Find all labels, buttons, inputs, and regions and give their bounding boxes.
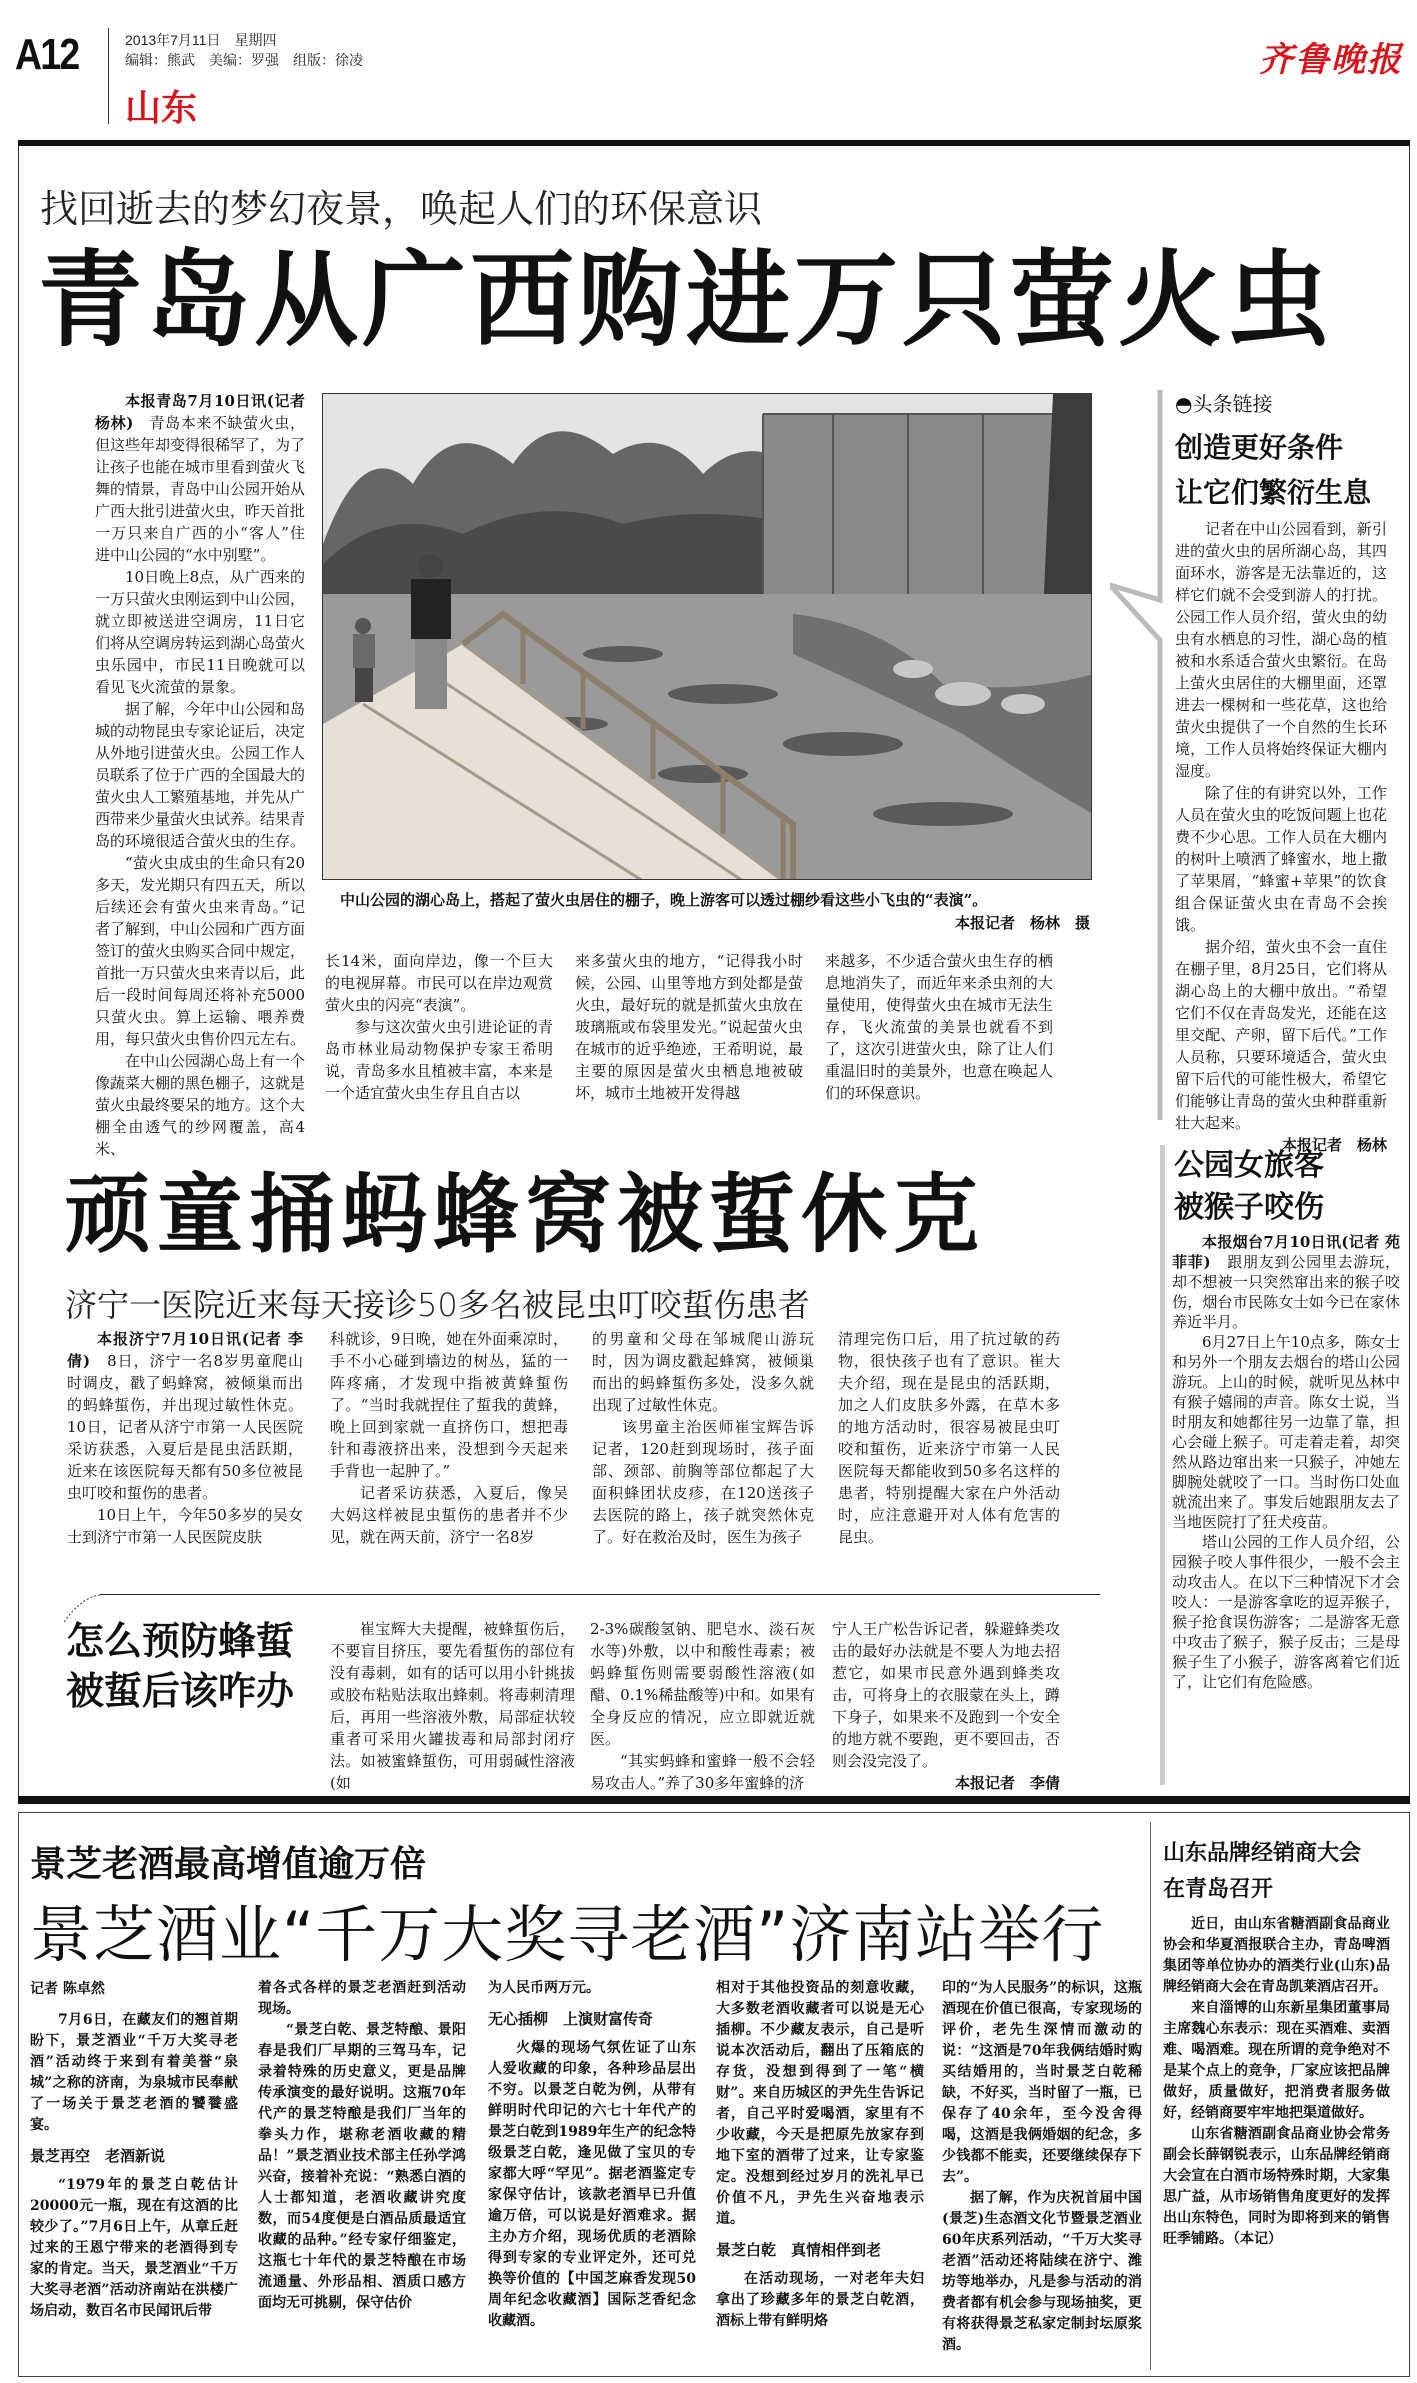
article3-title-line: 公园女旅客	[1174, 1148, 1324, 1183]
paragraph	[1172, 1332, 1400, 1532]
paragraph-text: 清理完伤口后，用了抗过敏的药物，很快孩子也有了意识。崔大夫介绍，现在是昆虫的活跃期，加之人们皮肤多外露，在草木多的地方活动时，很容易被昆虫叮咬和蜇伤，近来济宁市第一人民医院每天都能收到50多名这样的患者，特别提醒大家在户外活动时，应注意避开对人体有危害的昆虫。	[838, 1330, 1060, 1546]
firefly-park-photo	[322, 393, 1092, 880]
paragraph	[825, 950, 1053, 1104]
paragraph-text: 相对于其他投资品的刻意收藏，大多数老酒收藏者可以说是无心插柳。不少藏友表示，自己是听说本次活动后，翻出了压箱底的存货，没想到得到了一笔“横财”。来自历城区的尹先生告诉记者，自己平时爱喝酒，家里有不少收藏，今天是把原先放家存到地下室的酒带了过来，让专家鉴定。没想到经过岁月的洗礼早已价值不凡，尹先生兴奋地表示道。	[716, 1980, 924, 2227]
article3-title	[1174, 1145, 1324, 1229]
paragraph-text: 着各式各样的景芝老酒赶到活动现场。	[258, 1980, 466, 2017]
paragraph-text: 据介绍，萤火虫不会一直住在棚子里，8月25日，它们将从湖心岛上的大棚中放出。“希望它们不仅在青岛发光，还能在这里交配、产卵，留下后代。”工作人员称，只要环境适合，萤火虫留下后代的可能性极大，希望它们能够让青岛的萤火虫种群重新壮大起来。	[1175, 938, 1387, 1132]
article3-body	[1172, 1232, 1400, 1692]
paragraph-text: 据了解，今年中山公园和岛城的动物昆虫专家论证后，决定从外地引进萤火虫。公园工作人员联系了位于广西的全国最大的萤火虫人工繁殖基地，并先从广西带来少量萤火虫试养。结果青岛的环境很适合萤火虫的生存。	[95, 700, 306, 850]
paragraph	[330, 1618, 575, 1794]
paragraph	[716, 1978, 924, 2230]
paragraph	[30, 2010, 238, 2136]
paragraph	[942, 1978, 1142, 2188]
ad-column-4	[716, 1978, 924, 2332]
paragraph	[716, 2269, 924, 2332]
paragraph-text: “1979年的景芝白乾估计20000元一瓶，现在有这酒的比较少了。”7月6日上午，从章丘赶过来的王恩宁带来的老酒得到专家的肯定。当天，景芝酒业“千万大奖寻老酒”活动济南站在洪楼广场启动，数百名市民闻讯后带	[30, 2177, 238, 2319]
tips-title	[66, 1616, 294, 1716]
article1-headline: 青岛从广西购进万只萤火虫	[38, 239, 1335, 361]
ad-sidebar-title: 在青岛召开	[1163, 1877, 1274, 1902]
paragraph-text: 的男童和父母在邹城爬山游玩时，因为调皮戳起蜂窝，被倾巢而出的蚂蜂蜇伤多处，没多久就出现了过敏性休克。	[592, 1330, 814, 1414]
paragraph-text: “景芝白乾、景芝特酿、景阳春是我们厂早期的三驾马车，记录着特殊的历史意义，更是品牌传承演变的最好说明。这瓶70年代产的景芝特酿是我们厂当年的拳头力作，堪称老酒收藏的精品！”景芝酒业技术部主任孙学鸿兴奋，接着补充说：“熟悉白酒的人士都知道，老酒收藏讲究度数，而54度便是白酒品质最适宜收藏的品种。”经专家仔细鉴定，这瓶七十年代的景芝特酿在市场流通量、外形品相、酒质口感方面均无可挑剔，保守估价	[258, 2022, 466, 2311]
section-name: 山东	[125, 87, 198, 128]
paragraph-text: 参与这次萤火虫引进论证的青岛市林业局动物保护专家王希明说，青岛多水且植被丰富，本来是一个适宜萤火虫生存且自古以	[325, 1018, 553, 1102]
headline-link-tag	[1175, 388, 1272, 417]
paragraph	[325, 950, 553, 1016]
paragraph-text: 在活动现场，一对老年夫妇拿出了珍藏多年的景芝白乾酒，酒标上带有鲜明烙	[716, 2271, 924, 2329]
paragraph-text: 记者采访获悉，入夏后，像吴大妈这样被昆虫蜇伤的患者并不少见，就在两天前，济宁一名8岁	[330, 1484, 568, 1546]
paragraph	[95, 852, 305, 1050]
paragraph-text: 来自淄博的山东新星集团董事局主席魏心东表示：现在买酒难、卖酒难、喝酒难。现在所谓的竞争绝对不是某个点上的竞争，厂家应该把品牌做好，质量做好，把消费者服务做好，经销商要牢牢地把渠道做好。	[1163, 2000, 1390, 2121]
paragraph	[30, 2146, 238, 2167]
paragraph	[95, 1050, 305, 1160]
half-circle-icon: ◓	[1175, 392, 1193, 416]
paragraph	[590, 1618, 815, 1750]
tips-divider	[100, 1594, 1100, 1595]
dateline: 本报烟台7月10日讯(记者 苑菲菲)	[1172, 1233, 1400, 1271]
paragraph-text: 10日上午，今年50多岁的吴女士到济宁市第一人民医院皮肤	[67, 1506, 303, 1546]
paragraph	[1175, 782, 1387, 936]
paragraph-text: 除了住的有讲究以外，工作人员在萤火虫的吃饭问题上也花费不少心思。工作人员在大棚内的树叶上喷洒了蜂蜜水，地上撒了苹果屑，“蜂蜜+苹果”的饮食组合保证萤火虫在青岛不会挨饿。	[1175, 784, 1387, 934]
dateline: 本报济宁7月10日讯(记者 李倩)	[67, 1330, 303, 1370]
sidebar-body	[1175, 518, 1387, 1156]
paragraph	[330, 1482, 568, 1548]
paragraph-text: 为人民币两万元。	[488, 1980, 600, 1996]
ad-column-3	[488, 1978, 696, 2332]
page-number: A12	[15, 30, 79, 79]
paragraph-text: 崔宝辉大夫提醒，被蜂蜇伤后，不要盲目挤压，要先看蜇伤的部位有没有毒刺，如有的话可以用小针挑拔或胶布粘贴法取出蜂刺。将毒刺清理后，再用一些溶液外敷，局部症状较重者可采用火罐拔毒和局部封闭疗法。如被蜜蜂蜇伤，可用弱碱性溶液(如	[330, 1620, 575, 1792]
paragraph-text: 近日，由山东省糖酒副食品商业协会和华夏酒报联合主办，青岛啤酒集团等单位协办的酒类行业(山东)品牌经销商大会在青岛凯莱酒店召开。	[1163, 1916, 1390, 1995]
ad-sidebar-title: 山东品牌经销商大会	[1163, 1841, 1362, 1866]
paragraph	[592, 1416, 814, 1548]
column-divider	[1160, 1145, 1165, 1785]
article1-column-4	[825, 950, 1053, 1104]
paragraph	[325, 1016, 553, 1104]
paragraph-text: 火爆的现场气氛佐证了山东人爱收藏的印象，各种珍品层出不穷。以景芝白乾为例，从带有鲜明时代印记的六七十年代产的景芝白乾到1989年生产的纪念特级景芝白乾，逢见做了宝贝的专家都大呼“罕见”。据老酒鉴定专家保守估计，该款老酒早已升值逾万倍，可以说是好酒难求。据主办方介绍，现场优质的老酒除得到专家的专业评定外，还可兑换等价值的【中国芝麻香发现50周年纪念收藏酒】国际芝香纪念收藏酒。	[488, 2040, 696, 2329]
ad-sidebar	[1150, 1822, 1402, 2370]
paragraph	[1163, 1998, 1390, 2124]
paragraph-text: “萤火虫成虫的生命只有20多天，发光期只有四五天，所以后续还会有萤火虫来青岛。”记者了解到，中山公园和广西方面签订的萤火虫购买合同中规定，首批一万只萤火虫来青以后，此后一段时间每周还将补充5000只萤火虫。算上运输、喂养费用，每只萤火虫售价四元左右。	[95, 854, 306, 1048]
paragraph	[1172, 1232, 1400, 1332]
paragraph	[95, 698, 305, 852]
paragraph-text: “其实蚂蜂和蜜蜂一般不会轻易攻击人。”养了30多年蜜蜂的济	[590, 1752, 815, 1792]
tips-title-line: 被蜇后该咋办	[66, 1669, 295, 1713]
ad-kicker: 景芝老酒最高增值逾万倍	[30, 1844, 427, 1885]
paragraph-text: 印的“为人民服务”的标识，这瓶酒现在价值已很高，专家现场的评价，老先生深情而激动的说：“这酒是70年我俩结婚时购买结婚用的，当时景芝白乾稀缺，不好买，当时留了一瓶，已保存了40余年，至今没舍得喝，这酒是我俩婚姻的纪念，多少钱都不能卖，还要继续保存下去”。	[942, 1980, 1142, 2185]
paragraph	[838, 1328, 1060, 1548]
paragraph-text: 跟朋友到公园里去游玩，却不想被一只突然窜出来的猴子咬伤，烟台市民陈女士如今已在家休养近半月。	[1172, 1253, 1400, 1331]
paragraph	[67, 1328, 303, 1504]
article2-headline: 顽童捅蚂蜂窝被蜇休克	[65, 1165, 985, 1265]
paragraph-text: 10日晚上8点，从广西来的一万只萤火虫刚运到中山公园，就立即被送进空调房，11日它们将从空调房转运到湖心岛萤火虫乐园中，市民11日晚就可以看见飞火流萤的景象。	[95, 568, 306, 696]
speech-bubble-pointer	[1110, 390, 1170, 1120]
paragraph	[330, 1328, 568, 1482]
ad-headline: 景芝酒业“千万大奖寻老酒”济南站举行	[30, 1898, 1105, 1971]
paragraph	[716, 2240, 924, 2261]
paragraph	[1163, 1914, 1390, 1998]
ad-column-1	[30, 2010, 238, 2322]
paragraph-text: 来越多，不少适合萤火虫生存的栖息地消失了，而近年来杀虫剂的大量使用，使得萤火虫在城市无法生存，飞火流萤的美景也就看不到了，这次引进萤火虫，除了让人们重温旧时的美景外，也意在唤起人们的环保意识。	[825, 952, 1053, 1102]
article2-column-1	[67, 1328, 303, 1548]
paragraph-text: 在中山公园湖心岛上有一个像蔬菜大棚的黑色棚子，这就是萤火虫最终要呆的地方。这个大棚全由透气的纱网覆盖，高4米、	[95, 1052, 306, 1158]
paragraph-text: 记者在中山公园看到，新引进的萤火虫的居所湖心岛，其四面环水，游客是无法靠近的，这样它们就不会受到游人的打扰。公园工作人员介绍，萤火虫的幼虫有水栖息的习性，湖心岛的植被和水系适合萤火虫繁衍。在岛上萤火虫居住的大棚里面，还罩进去一棵树和一些花草，这也给萤火虫提供了一个自然的生长环境，工作人员将始终保证大棚内湿度。	[1175, 520, 1387, 780]
editorial-staff: 编辑：熊武 美编：罗强 组版：徐凌	[125, 52, 363, 68]
ad-column-5	[942, 1978, 1142, 2356]
paragraph	[1175, 936, 1387, 1134]
paragraph-text: 来多萤火虫的地方，“记得我小时候，公园、山里等地方到处都是萤火虫，最好玩的就是抓萤火虫放在玻璃瓶或布袋里发光。”说起萤火虫在城市的近乎绝迹，王希明说，最主要的原因是萤火虫栖息地被破坏，城市土地被开发得越	[575, 952, 803, 1102]
byline: 本报记者 李倩	[954, 1774, 1060, 1792]
article2-subtitle: 济宁一医院近来每天接诊50多名被昆虫叮咬蜇伤患者	[65, 1286, 810, 1324]
article2-column-3	[592, 1328, 814, 1548]
tips-column-2	[590, 1618, 815, 1794]
sidebar-title-line: 让它们繁衍生息	[1175, 476, 1372, 509]
ad-byline: 记者 陈卓然	[30, 1981, 105, 1997]
paragraph	[590, 1750, 815, 1794]
article2-column-2	[330, 1328, 568, 1548]
paragraph	[488, 2038, 696, 2332]
paragraph-text: 景芝再空 老酒新说	[30, 2147, 166, 2165]
paragraph-text: 长14米，面向岸边，像一个巨大的电视屏幕。市民可以在岸边观赏萤火虫的闪亮“表演”。	[325, 952, 553, 1014]
paragraph	[1175, 518, 1387, 782]
paragraph	[942, 2188, 1142, 2356]
paragraph	[95, 390, 305, 566]
paragraph	[95, 566, 305, 698]
article1-column-3	[575, 950, 803, 1104]
ad-column-2	[258, 1978, 466, 2314]
dateline: 本报青岛7月10日讯(记者 杨林)	[95, 392, 305, 432]
byline: 本报记者 杨林	[1281, 1136, 1387, 1154]
paragraph	[575, 950, 803, 1104]
paragraph	[1172, 1532, 1400, 1692]
paragraph	[67, 1504, 303, 1548]
paragraph-text: 无心插柳 上演财富传奇	[488, 2010, 654, 2028]
header-divider	[108, 28, 109, 124]
paragraph-text: 6月27日上午10点多，陈女士和另外一个朋友去烟台的塔山公园游玩。上山的时候，就听见丛林中有猴子嬉闹的声音。陈女士说，当时朋友和她都往另一边靠了靠，担心会碰上猴子。可走着走着，却突然从路边窜出来一只猴子，冲她左脚腕处就咬了一口。当时伤口处血就流出来了。事发后她跟朋友去了当地医院打了狂犬疫苗。	[1172, 1333, 1400, 1531]
paragraph	[592, 1328, 814, 1416]
sidebar-title	[1175, 425, 1371, 515]
article2-column-4	[838, 1328, 1060, 1548]
paragraph	[1163, 2124, 1390, 2250]
paragraph-text: 8日，济宁一名8岁男童爬山时调皮，戳了蚂蜂窝，被倾巢而出的蚂蜂蜇伤，并出现过敏性休克。10日，记者从济宁市第一人民医院采访获悉，入夏后是昆虫活跃期，近来在该医院每天都有50多位被昆虫叮咬和蜇伤的患者。	[67, 1352, 303, 1502]
paragraph-text: 塔山公园的工作人员介绍，公园猴子咬人事件很少，一般不会主动攻击人。在以下三种情况下才会咬人：一是游客拿吃的逗弄猴子，猴子抢食误伤游客；二是游客无意中攻击了猴子，猴子反击；三是母猴子生了小猴子，游客离着它们近了，让它们有危险感。	[1172, 1533, 1400, 1691]
article1-left-column	[95, 390, 305, 1160]
article1-kicker: 找回逝去的梦幻夜景，唤起人们的环保意识	[40, 187, 763, 231]
paragraph-text: 该男童主治医师崔宝辉告诉记者，120赶到现场时，孩子面部、颈部、前胸等部位都起了大面积蜂团状皮疹，在120送孩子去医院的路上，孩子就突然休克了。好在救治及时，医生为孩子	[592, 1418, 814, 1546]
photo-credit: 本报记者 杨林 摄	[954, 914, 1090, 932]
paragraph	[488, 2009, 696, 2030]
paragraph	[488, 1978, 696, 1999]
newspaper-logo: 齐鲁晚报	[1259, 40, 1403, 80]
article3-title-line: 被猴子咬伤	[1174, 1190, 1324, 1225]
article1-column-2	[325, 950, 553, 1104]
section-bar	[18, 1796, 1410, 1804]
paragraph-text: 2-3%碳酸氢钠、肥皂水、淡石灰水等)外敷，以中和酸性毒素；被蚂蜂蜇伤则需要弱酸性溶液(如醋、0.1%稀盐酸等)中和。如果有全身反应的情况，应立即就近就医。	[590, 1620, 815, 1748]
paragraph-text: 宁人王广松告诉记者，躲避蜂类攻击的最好办法就是不要人为地去招惹它，如果市民意外遇到蜂类攻击，可将身上的衣服蒙在头上，蹲下身子，如果来不及跑到一个安全的地方就不要跑，更不要回击，否则会没完没了。	[832, 1620, 1060, 1770]
paragraph-text: 7月6日，在藏友们的翘首期盼下，景芝酒业“千万大奖寻老酒”活动终于来到有着美誉“泉城”之称的济南，为泉城市民奉献了一场关于景芝老酒的饕餮盛宴。	[30, 2012, 238, 2133]
paragraph-text: 青岛本来不缺萤火虫，但这些年却变得很稀罕了，为了让孩子也能在城市里看到萤火飞舞的情景，青岛中山公园开始从广西大批引进萤火虫，昨天首批一万只来自广西的小“客人”住进中山公园的“水中别墅”。	[95, 414, 306, 564]
ad-sidebar-body	[1163, 1914, 1390, 2250]
paragraph-text: 科就诊，9日晚，她在外面乘凉时，手不小心碰到墙边的树丛，猛的一阵疼痛，才发现中指被黄蜂蜇伤了。“当时我就捏住了蜇我的黄蜂，晚上回到家就一直挤伤口，想把毒针和毒液挤出来，没想到今天起来手背也一起肿了。”	[330, 1330, 568, 1480]
tips-column-3	[832, 1618, 1060, 1794]
paragraph-text: 景芝白乾 真情相伴到老	[716, 2241, 882, 2259]
tips-title-line: 怎么预防蜂蜇	[66, 1619, 295, 1663]
tips-column-1	[330, 1618, 575, 1794]
paragraph	[258, 1978, 466, 2020]
paragraph	[258, 2020, 466, 2314]
issue-date: 2013年7月11日 星期四	[125, 32, 277, 48]
paragraph-text: 山东省糖酒副食品商业协会常务副会长薛钢锐表示，山东品牌经销商大会宣在白酒市场特殊时期，大家集思广益，从市场销售角度更好的发挥出山东特色，同时为即将到来的销售旺季铺路。（本记）	[1163, 2126, 1390, 2247]
tag-label: 头条链接	[1192, 392, 1273, 416]
paragraph-text: 据了解，作为庆祝首届中国(景芝)生态酒文化节暨景芝酒业60年庆系列活动，“千万大奖寻老酒”活动还将陆续在济宁、潍坊等地举办，凡是参与活动的消费者都有机会参与现场抽奖，更有将获得景芝私家定制封坛原浆酒。	[942, 2190, 1142, 2353]
paragraph	[30, 2175, 238, 2322]
photo-caption: 中山公园的湖心岛上，搭起了萤火虫居住的棚子，晚上游客可以透过棚纱看这些小飞虫的“表演”。	[340, 891, 988, 909]
paragraph	[832, 1618, 1060, 1772]
sidebar-title-line: 创造更好条件	[1175, 431, 1344, 464]
